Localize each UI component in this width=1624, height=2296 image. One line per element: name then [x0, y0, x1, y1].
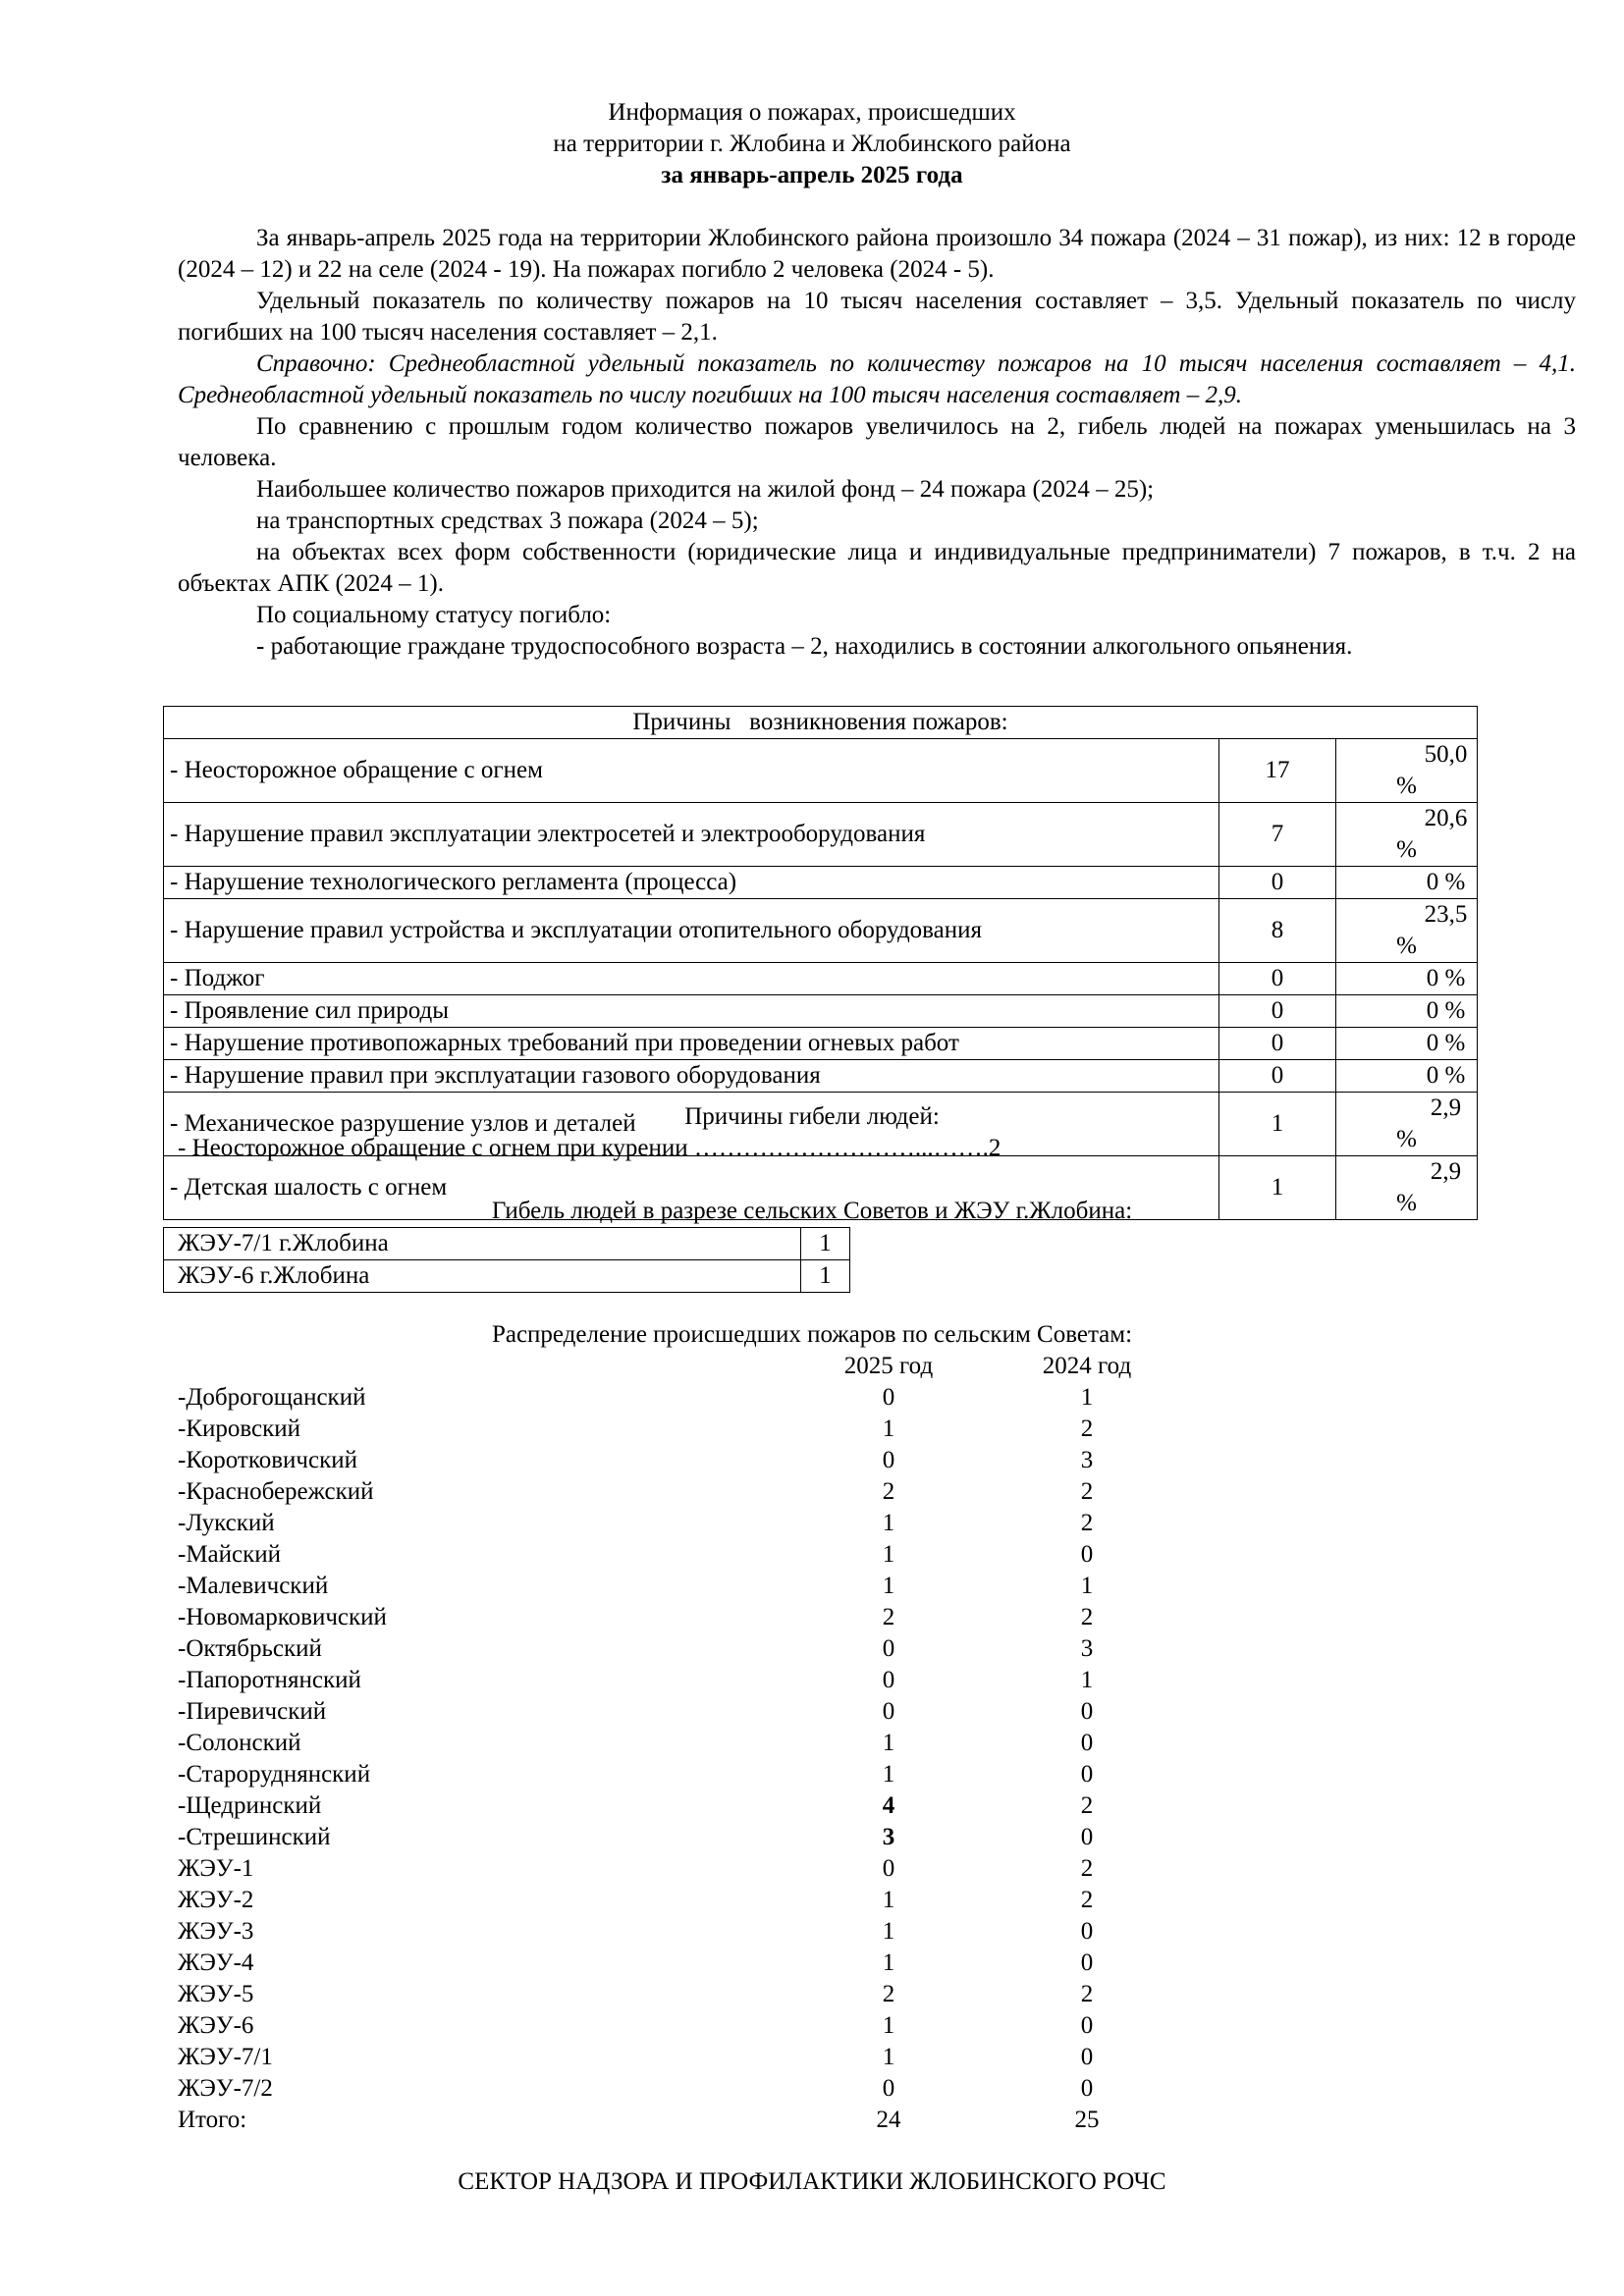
council-name: -Коротковичский	[178, 1447, 357, 1473]
cause-row	[164, 899, 1478, 963]
cause-row	[164, 963, 1478, 995]
deaths-row	[164, 1260, 850, 1293]
cause-percent: 20,6 %	[1336, 803, 1478, 867]
fires-2025: 2	[882, 1981, 895, 2007]
distribution-row	[178, 1885, 1160, 1916]
council-name: -Новомарковичский	[178, 1604, 387, 1630]
fires-2024: 0	[1080, 1824, 1094, 1850]
distribution-column-headers	[178, 1351, 1160, 1382]
council-name: -Октябрьский	[178, 1635, 322, 1662]
distribution-row	[178, 1571, 1160, 1602]
fires-2024: 1	[1080, 1384, 1094, 1411]
cause-row	[164, 739, 1478, 803]
causes-header: Причины возникновения пожаров:	[164, 707, 1478, 739]
cause-percent: 0 %	[1336, 1028, 1478, 1060]
fires-2024: 3	[1080, 1447, 1094, 1473]
cause-name: - Неосторожное обращение с огнем	[164, 739, 1219, 803]
title-line-1: Информация о пожарах, происшедших	[608, 99, 1016, 126]
distribution-row	[178, 1665, 1160, 1696]
cause-row	[164, 803, 1478, 867]
column-2025-header: 2025 год	[843, 1353, 934, 1379]
council-name: -Кировский	[178, 1415, 301, 1442]
council-name: -Малевичский	[178, 1573, 329, 1599]
fires-2025: 0	[882, 1667, 895, 1693]
distribution-row	[178, 1476, 1160, 1508]
cause-count: 17	[1219, 739, 1336, 803]
fires-2024: 0	[1080, 1761, 1094, 1788]
death-causes-heading: Причины гибели людей:	[684, 1103, 940, 1130]
fires-2024: 3	[1080, 1635, 1094, 1662]
fires-2024: 2	[1080, 1792, 1094, 1819]
distribution-row	[178, 1916, 1160, 1948]
paragraph-7: на объектах всех форм собственности (юридические лица и индивидуальные предприниматели) 7 пожаров, в т.ч. 2 на объектах АПК (2024 – 1).	[178, 539, 1576, 597]
council-name: Итого:	[178, 2107, 247, 2133]
council-name: ЖЭУ-1	[178, 1855, 254, 1882]
distribution-row	[178, 1728, 1160, 1759]
fires-2025: 24	[876, 2107, 901, 2133]
cause-count: 8	[1219, 899, 1336, 963]
fires-2024: 2	[1080, 1887, 1094, 1913]
distribution-row	[178, 1696, 1160, 1728]
death-causes-line: - Неосторожное обращение с огнем при курении ………………………...…….2	[178, 1135, 1001, 1161]
paragraph-8: По социальному статусу погибло:	[256, 602, 612, 628]
fires-2025: 1	[882, 1887, 895, 1913]
title-line-2: на территории г. Жлобина и Жлобинского района	[553, 131, 1071, 157]
fires-2025: 0	[882, 2075, 895, 2102]
footer-signature: СЕКТОР НАДЗОРА И ПРОФИЛАКТИКИ ЖЛОБИНСКОГО РОЧС	[458, 2168, 1166, 2195]
fires-2025: 1	[882, 1415, 895, 1442]
council-name: -Краснобережский	[178, 1478, 374, 1505]
paragraph-3-text: Справочно: Среднеобластной удельный показатель по количеству пожаров на 10 тысяч населения составляет – 4,1. Среднеобластной удельный показатель по числу погибших на 100 тысяч населения составляет – 2,9.	[178, 350, 1576, 408]
council-name: -Пиревичский	[178, 1698, 327, 1725]
council-name: -Папоротнянский	[178, 1667, 361, 1693]
fires-2024: 2	[1080, 1478, 1094, 1505]
deaths-count: 1	[801, 1228, 850, 1260]
paragraph-2: Удельный показатель по количеству пожаров на 10 тысяч населения составляет – 3,5. Удельный показатель по числу погибших на 100 тысяч населения составляет – 2,1.	[178, 288, 1576, 346]
distribution-row	[178, 2010, 1160, 2042]
distribution-row	[178, 1414, 1160, 1445]
council-name: ЖЭУ-3	[178, 1918, 254, 1945]
fires-2025: 1	[882, 1918, 895, 1945]
paragraph-9: - работающие граждане трудоспособного возраста – 2, находились в состоянии алкогольного опьянения.	[256, 633, 1353, 660]
cause-percent: 0 %	[1336, 867, 1478, 899]
council-name: ЖЭУ-7/1	[178, 2044, 273, 2070]
fires-2025: 0	[882, 1855, 895, 1882]
distribution-row	[178, 1759, 1160, 1790]
fires-2024: 0	[1080, 2075, 1094, 2102]
distribution-row	[178, 1948, 1160, 1979]
council-name: -Доброгощанский	[178, 1384, 366, 1411]
council-name: ЖЭУ-2	[178, 1887, 254, 1913]
cause-name: - Нарушение правил эксплуатации электросетей и электрооборудования	[164, 803, 1219, 867]
fires-2025: 1	[882, 1730, 895, 1756]
cause-percent: 0 %	[1336, 963, 1478, 995]
cause-row	[164, 1060, 1478, 1093]
distribution-heading: Распределение происшедших пожаров по сельским Советам:	[491, 1321, 1133, 1348]
cause-percent: 0 %	[1336, 1060, 1478, 1093]
fires-2024: 2	[1080, 1981, 1094, 2007]
council-name: ЖЭУ-4	[178, 1949, 254, 1976]
paragraph-4: По сравнению с прошлым годом количество пожаров увеличилось на 2, гибель людей на пожарах уменьшилась на 3 человека.	[178, 413, 1576, 471]
cause-name: - Нарушение правил при эксплуатации газового оборудования	[164, 1060, 1219, 1093]
paragraph-3	[178, 348, 1576, 411]
cause-percent: 0 %	[1336, 995, 1478, 1028]
fires-2025: 1	[882, 1510, 895, 1536]
cause-row	[164, 867, 1478, 899]
council-name: -Стрешинский	[178, 1824, 331, 1850]
cause-count: 1	[1219, 1156, 1336, 1220]
council-name: -Майский	[178, 1541, 282, 1568]
fires-2025: 1	[882, 1541, 895, 1568]
distribution-row	[178, 1633, 1160, 1665]
cause-name: - Нарушение противопожарных требований при проведении огневых работ	[164, 1028, 1219, 1060]
cause-name: - Механическое разрушение узлов и деталей	[164, 1093, 1219, 1156]
council-name: ЖЭУ-7/2	[178, 2075, 273, 2102]
cause-name: - Поджог	[164, 963, 1219, 995]
fires-2025: 1	[882, 2012, 895, 2039]
distribution-row	[178, 2105, 1160, 2136]
fires-2024: 1	[1080, 1667, 1094, 1693]
fires-2024: 0	[1080, 2044, 1094, 2070]
distribution-row	[178, 1508, 1160, 1539]
distribution-row	[178, 1979, 1160, 2010]
council-name: -Лукский	[178, 1510, 275, 1536]
fires-2024: 0	[1080, 1949, 1094, 1976]
distribution-row	[178, 1539, 1160, 1571]
council-name: -Солонский	[178, 1730, 301, 1756]
cause-count: 7	[1219, 803, 1336, 867]
fires-2024: 0	[1080, 1698, 1094, 1725]
fires-2024: 2	[1080, 1604, 1094, 1630]
distribution-row	[178, 2073, 1160, 2105]
fires-2024: 0	[1080, 1541, 1094, 1568]
cause-row	[164, 995, 1478, 1028]
cause-percent: 2,9 %	[1336, 1093, 1478, 1156]
fires-2025: 1	[882, 1573, 895, 1599]
distribution-row	[178, 1445, 1160, 1476]
cause-count: 0	[1219, 1060, 1336, 1093]
cause-count: 1	[1219, 1093, 1336, 1156]
fires-2025: 3	[882, 1824, 895, 1850]
fires-2025: 4	[882, 1792, 895, 1819]
deaths-by-area-heading: Гибель людей в разрезе сельских Советов и ЖЭУ г.Жлобина:	[491, 1198, 1133, 1224]
distribution-list	[178, 1382, 1160, 2136]
council-name: ЖЭУ-6	[178, 2012, 254, 2039]
fires-2025: 0	[882, 1635, 895, 1662]
deaths-count: 1	[801, 1260, 850, 1293]
document-title	[0, 97, 1624, 191]
cause-percent: 2,9 %	[1336, 1156, 1478, 1220]
deaths-by-area-table	[163, 1227, 850, 1293]
cause-name: - Нарушение правил устройства и эксплуатации отопительного оборудования	[164, 899, 1219, 963]
paragraph-1: За январь-апрель 2025 года на территории Жлобинского района произошло 34 пожара (2024 – 31 пожар), из них: 12 в городе (2024 – 12) и 22 на селе (2024 - 19). На пожарах погибло 2 человека (2024 - 5).	[178, 225, 1576, 283]
column-2024-header: 2024 год	[1042, 1353, 1132, 1379]
cause-name: - Детская шалость с огнем	[164, 1156, 1219, 1220]
fires-2025: 0	[882, 1447, 895, 1473]
fires-2025: 1	[882, 2044, 895, 2070]
fires-2024: 1	[1080, 1573, 1094, 1599]
fires-2024: 0	[1080, 1918, 1094, 1945]
distribution-row	[178, 1602, 1160, 1633]
fires-2024: 2	[1080, 1510, 1094, 1536]
cause-percent: 23,5 %	[1336, 899, 1478, 963]
fires-2024: 0	[1080, 1730, 1094, 1756]
distribution-row	[178, 1790, 1160, 1822]
council-name: ЖЭУ-5	[178, 1981, 254, 2007]
distribution-row	[178, 1822, 1160, 1853]
distribution-row	[178, 1382, 1160, 1414]
fires-2025: 1	[882, 1949, 895, 1976]
fires-2025: 1	[882, 1761, 895, 1788]
cause-percent: 50,0 %	[1336, 739, 1478, 803]
council-name: -Староруднянский	[178, 1761, 371, 1788]
fires-2024: 2	[1080, 1415, 1094, 1442]
fires-2024: 0	[1080, 2012, 1094, 2039]
fires-2025: 2	[882, 1478, 895, 1505]
distribution-row	[178, 1853, 1160, 1885]
cause-name: - Проявление сил природы	[164, 995, 1219, 1028]
cause-count: 0	[1219, 963, 1336, 995]
deaths-area-name: ЖЭУ-6 г.Жлобина	[164, 1260, 801, 1293]
fires-2025: 0	[882, 1698, 895, 1725]
paragraph-5: Наибольшее количество пожаров приходится на жилой фонд – 24 пожара (2024 – 25);	[256, 476, 1155, 503]
cause-count: 0	[1219, 1028, 1336, 1060]
cause-name: - Нарушение технологического регламента (процесса)	[164, 867, 1219, 899]
cause-count: 0	[1219, 995, 1336, 1028]
deaths-area-name: ЖЭУ-7/1 г.Жлобина	[164, 1228, 801, 1260]
fires-2024: 2	[1080, 1855, 1094, 1882]
causes-header-row	[164, 707, 1478, 739]
deaths-row	[164, 1228, 850, 1260]
title-line-3: за январь-апрель 2025 года	[661, 162, 963, 188]
fires-2025: 2	[882, 1604, 895, 1630]
body-text	[178, 223, 1576, 663]
distribution-row	[178, 2042, 1160, 2073]
paragraph-6: на транспортных средствах 3 пожара (2024 – 5);	[256, 507, 759, 534]
cause-row	[164, 1028, 1478, 1060]
cause-count: 0	[1219, 867, 1336, 899]
fires-2025: 0	[882, 1384, 895, 1411]
council-name: -Щедринский	[178, 1792, 322, 1819]
fires-2024: 25	[1074, 2107, 1100, 2133]
